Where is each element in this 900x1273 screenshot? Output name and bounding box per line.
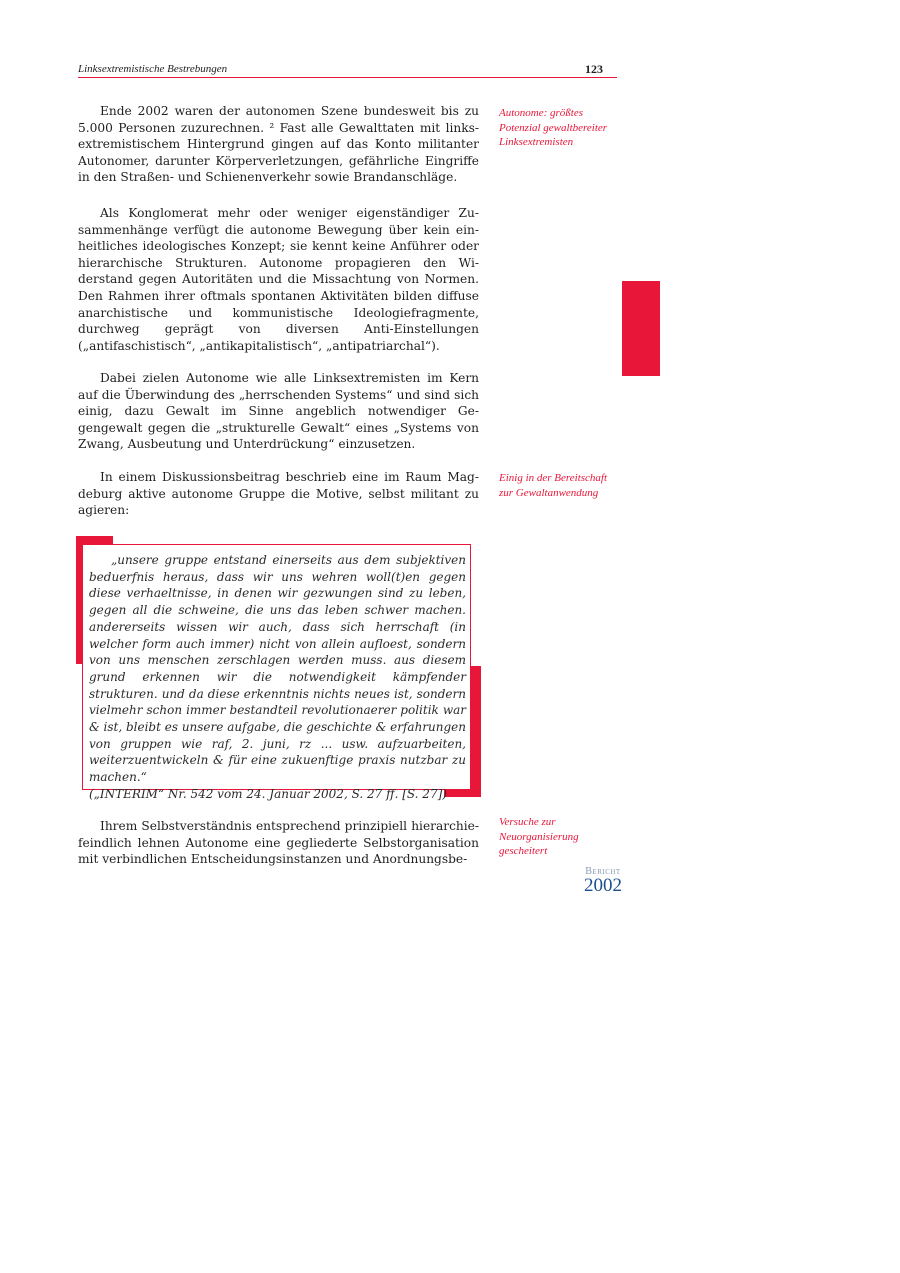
logo-year: 2002 (584, 875, 622, 896)
paragraph-5: Ihrem Selbstverständnis entsprechend prinzipiell hierarchiefeindlich lehnen Autonome eine gegliederte Selbstorganisation mit verbindlichen Entscheidungsinstanzen und Anordnungsbe- (78, 819, 479, 867)
paragraph-2: Als Konglomerat mehr oder weniger eigenständiger Zusammenhänge verfügt die autonome Bewegung über kein einheitliches ideologisches Konzept; sie kennt keine Anführer oder hierarchische Strukturen. Autonome propagieren den Widerstand gegen Autoritäten und die Missachtung von Normen. Den Rahmen ihrer oftmals spontanen Aktivitäten bilden diffuse anarchistische und kommunistische Ideologiefragmente, durchweg geprägt von diversen Anti-Einstellungen („antifaschistisch“, „antikapitalistisch“, „antipatriarchal“). (78, 206, 479, 353)
margin-note-3: Versuche zur Neuorganisierung gescheitert (499, 816, 579, 857)
running-header-title: Linksextremistische Bestrebungen (78, 63, 228, 75)
paragraph-1: Ende 2002 waren der autonomen Szene bundesweit bis zu 5.000 Personen zuzurechnen. ² Fast alle Gewalttaten mit linksextremistischem Hintergrund gingen auf das Konto militanter Autonomer, darunter Körperverletzungen, gefährliche Eingriffe in den Straßen- und Schienenverkehr sowie Brandanschläge. (78, 104, 479, 185)
bericht-2002-logo (577, 866, 629, 894)
paragraph-4: In einem Diskussionsbeitrag beschrieb eine im Raum Magdeburg aktive autonome Gruppe die Motive, selbst militant zu agieren: (78, 470, 479, 518)
margin-note-2: Einig in der Bereitschaft zur Gewaltanwendung (499, 472, 608, 499)
chapter-tab-marker (622, 281, 660, 376)
page-number: 123 (585, 62, 603, 76)
logo-word: Bericht (585, 866, 621, 877)
quote-source: („INTERIM“ Nr. 542 vom 24. Januar 2002, S. 27 ff. [S. 27]) (89, 786, 447, 801)
quote-box (82, 544, 471, 801)
quote-text: „unsere gruppe entstand einerseits aus dem subjektiven beduerfnis heraus, dass wir uns wehren woll(t)en gegen diese verhaeltnisse, in denen wir gezwungen sind zu leben, gegen all die schweine, die uns das leben schwer machen. andererseits wissen wir auch, dass sich herrschaft (in welcher form auch immer) nicht von allein aufloest, sondern von uns menschen zerschlagen werden muss. aus diesem grund erkennen wir die notwendigkeit kämpfender strukturen. und da diese erkenntnis nichts neues ist, sondern vielmehr schon immer bestandteil revolutionaerer politik war & ist, bleibt es unsere aufgabe, die geschichte & erfahrungen von gruppen wie raf, 2. juni, rz ... usw. aufzuarbeiten, weiterzuentwickeln & für eine zukuenftige praxis nutzbar zu machen.“ (89, 553, 466, 785)
header-rule (78, 77, 617, 78)
paragraph-3: Dabei zielen Autonome wie alle Linksextremisten im Kern auf die Überwindung des „herrschenden Systems“ und sind sich einig, dazu Gewalt im Sinne angeblich notwendiger Gegengewalt gegen die „strukturelle Gewalt“ eines „Systems von Zwang, Ausbeutung und Unterdrückung“ einzusetzen. (78, 371, 479, 452)
margin-note-1: Autonome: größtes Potenzial gewaltbereiter Linksextremisten (499, 107, 608, 148)
